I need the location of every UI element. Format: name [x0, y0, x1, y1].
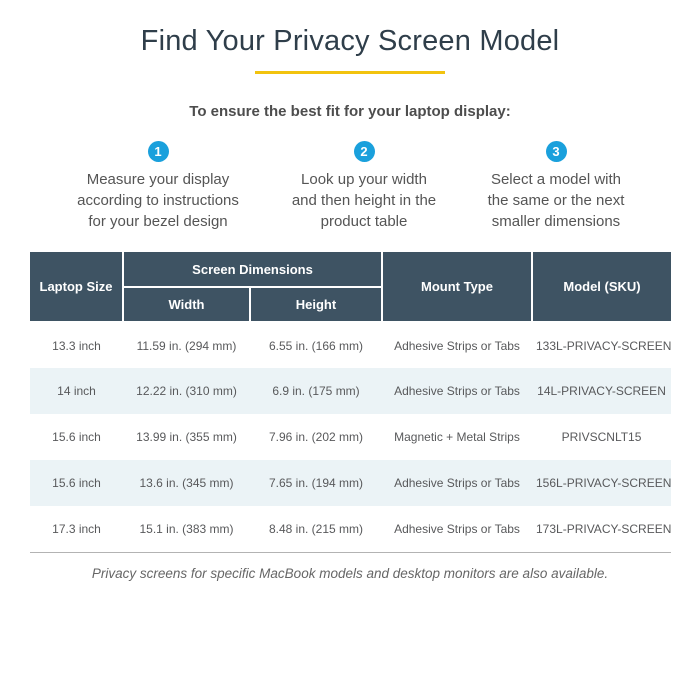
step-3-badge [546, 141, 567, 162]
cell-laptop-size: 17.3 inch [52, 522, 101, 536]
model-table [30, 252, 671, 552]
col-header-screen-dimensions: Screen Dimensions [123, 252, 382, 287]
step-2-number: 2 [360, 144, 368, 159]
cell-model-sku: 156L-PRIVACY-SCREEN [536, 476, 671, 490]
cell-width: 15.1 in. (383 mm) [139, 522, 234, 536]
col-header-mount-type: Mount Type [382, 252, 532, 322]
cell-mount-type: Adhesive Strips or Tabs [394, 476, 520, 490]
cell-model-sku: 173L-PRIVACY-SCREEN [536, 522, 671, 536]
cell-height: 6.9 in. (175 mm) [272, 384, 360, 398]
cell-model-sku: 14L-PRIVACY-SCREEN [537, 384, 666, 398]
cell-height: 7.96 in. (202 mm) [268, 430, 364, 444]
step-3-line-3: smaller dimensions [491, 213, 621, 230]
step-3-line-2: the same or the next [487, 192, 625, 209]
cell-width: 12.22 in. (310 mm) [136, 384, 237, 398]
step-1-line-3: for your bezel design [88, 213, 228, 230]
table-row [30, 460, 671, 506]
model-table-header [30, 252, 671, 322]
step-2-line-2: and then height in the [291, 192, 437, 209]
title-underline [255, 71, 445, 74]
step-1-line-1: Measure your display [86, 171, 230, 188]
step-1-text [52, 169, 264, 232]
cell-mount-type: Adhesive Strips or Tabs [394, 522, 520, 536]
step-1-line-2: according to instructions [77, 192, 239, 209]
step-1-number: 1 [154, 144, 162, 159]
step-3-text [464, 169, 648, 232]
cell-model-sku: 133L-PRIVACY-SCREEN [536, 338, 671, 353]
steps-section [0, 141, 700, 232]
step-1-badge [148, 141, 169, 162]
subtitle: To ensure the best fit for your laptop display: [189, 103, 511, 120]
cell-width: 13.99 in. (355 mm) [136, 430, 237, 444]
step-2-line-1: Look up your width [301, 171, 427, 188]
table-row [30, 506, 671, 552]
cell-width: 13.6 in. (345 mm) [139, 476, 234, 490]
col-header-model-sku: Model (SKU) [532, 252, 671, 322]
cell-laptop-size: 15.6 inch [52, 476, 101, 490]
cell-height: 7.65 in. (194 mm) [268, 476, 364, 490]
step-2-text [269, 169, 459, 232]
cell-mount-type: Adhesive Strips or Tabs [394, 384, 520, 398]
cell-width: 11.59 in. (294 mm) [136, 338, 237, 353]
col-header-height: Height [250, 287, 382, 322]
table-row [30, 414, 671, 460]
step-item-3 [464, 141, 648, 232]
col-header-laptop-size: Laptop Size [30, 252, 123, 322]
cell-height: 8.48 in. (215 mm) [268, 522, 364, 536]
model-table-body [30, 322, 671, 552]
cell-laptop-size: 15.6 inch [52, 430, 101, 444]
step-item-2 [269, 141, 459, 232]
table-row [30, 368, 671, 414]
cell-height: 6.55 in. (166 mm) [268, 338, 364, 353]
step-item-1 [52, 141, 264, 232]
cell-laptop-size: 14 inch [57, 384, 96, 398]
table-row [30, 322, 671, 368]
step-2-badge [354, 141, 375, 162]
cell-model-sku: PRIVSCNLT15 [561, 430, 642, 444]
page-title: Find Your Privacy Screen Model [140, 25, 560, 57]
step-3-number: 3 [552, 144, 560, 159]
cell-mount-type: Magnetic + Metal Strips [394, 430, 520, 444]
cell-mount-type: Adhesive Strips or Tabs [394, 338, 520, 353]
col-header-width: Width [123, 287, 250, 322]
step-2-line-3: product table [320, 213, 408, 230]
cell-laptop-size: 13.3 inch [52, 338, 101, 353]
step-3-line-1: Select a model with [490, 171, 622, 188]
footer-note: Privacy screens for specific MacBook models and desktop monitors are also available. [91, 566, 609, 581]
model-table-container [30, 252, 671, 553]
